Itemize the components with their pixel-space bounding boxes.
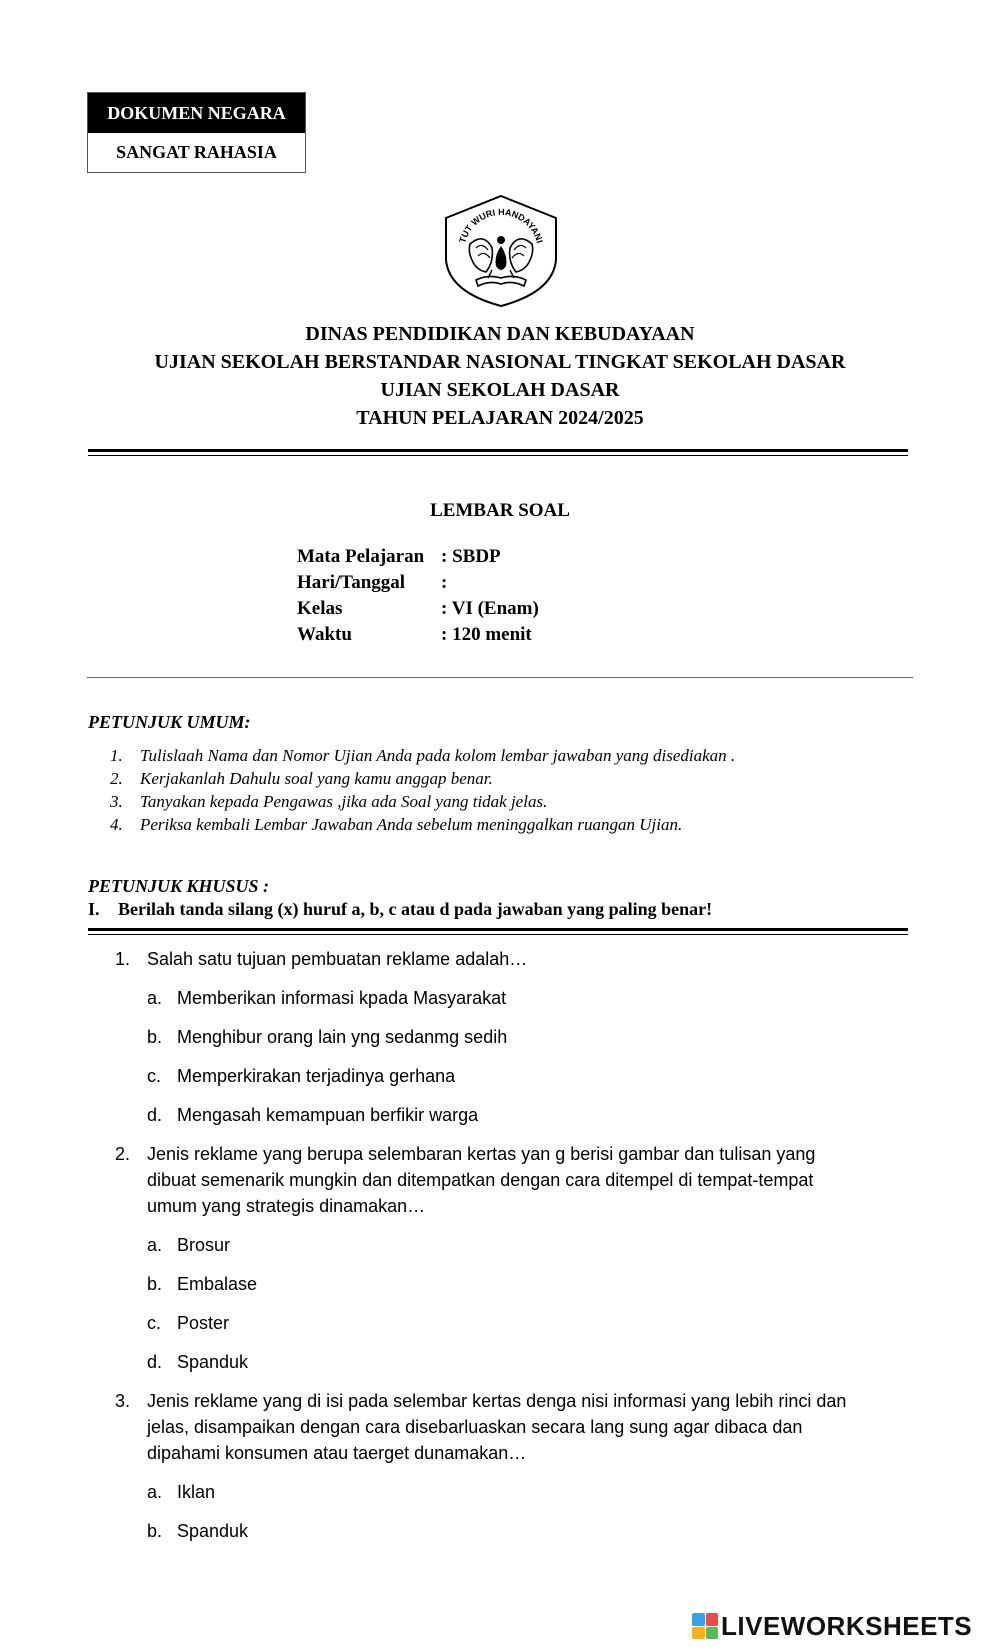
answer-option[interactable]: Embalase xyxy=(177,1274,258,1294)
general-instruction-text: Kerjakanlah Dahulu soal yang kamu anggap benar. xyxy=(140,769,493,788)
general-instruction-item xyxy=(110,815,682,835)
option-letter: d. xyxy=(147,1105,163,1125)
logo-square-green xyxy=(706,1627,719,1640)
logo-square-yellow xyxy=(692,1627,705,1640)
special-instruction xyxy=(88,899,712,920)
instruction-divider-thick xyxy=(88,928,908,931)
info-value-date: : xyxy=(441,572,448,593)
answer-option[interactable]: Iklan xyxy=(177,1482,216,1502)
header-exam-name: UJIAN SEKOLAH BERSTANDAR NASIONAL TINGKAT SEKOLAH DASAR xyxy=(154,351,846,373)
liveworksheets-watermark[interactable] xyxy=(692,1611,972,1641)
question-text-line: dibuat semenarik mungkin dan ditempatkan dengan cara ditempel di tempat-tempat xyxy=(147,1170,814,1190)
emblem-motto: TUT WURI HANDAYANI xyxy=(457,206,545,245)
question-text-line: dipahami konsumen atau taerget dunamakan… xyxy=(147,1443,527,1463)
general-instruction-text: Periksa kembali Lembar Jawaban Anda sebelum meninggalkan ruangan Ujian. xyxy=(140,815,683,834)
general-instruction-text: Tanyakan kepada Pengawas ,jika ada Soal yang tidak jelas. xyxy=(140,792,548,811)
answer-option[interactable]: Spanduk xyxy=(177,1352,249,1372)
general-instruction-item xyxy=(110,746,735,766)
general-instruction-number: 1. xyxy=(110,746,123,765)
question-text-line: Jenis reklame yang di isi pada selembar kertas denga nisi informasi yang lebih rinci dan xyxy=(147,1391,847,1411)
special-instructions-title: PETUNJUK KHUSUS : xyxy=(88,876,270,896)
answer-option[interactable]: Spanduk xyxy=(177,1521,249,1541)
general-instruction-number: 4. xyxy=(110,815,123,834)
info-label-time: Waktu xyxy=(297,624,352,645)
classification-bottom: SANGAT RAHASIA xyxy=(116,142,277,162)
header-divider-thick xyxy=(88,449,908,452)
answer-option[interactable]: Menghibur orang lain yng sedanmg sedih xyxy=(177,1027,508,1047)
tut-wuri-handayani-emblem-icon xyxy=(436,192,566,310)
header-divider-thin xyxy=(88,455,908,456)
info-value-class: : VI (Enam) xyxy=(441,598,539,619)
question-number: 1. xyxy=(115,949,131,969)
general-instruction-item xyxy=(110,769,493,789)
question-number: 2. xyxy=(115,1144,131,1164)
question-text-line: Jenis reklame yang berupa selembaran kertas yan g berisi gambar dan tulisan yang xyxy=(147,1144,816,1164)
option-letter: a. xyxy=(147,1235,163,1255)
header-agency: DINAS PENDIDIKAN DAN KEBUDAYAAN xyxy=(305,323,695,345)
answer-option[interactable]: Brosur xyxy=(177,1235,231,1255)
option-letter: d. xyxy=(147,1352,163,1372)
option-letter: b. xyxy=(147,1027,163,1047)
liveworksheets-logo-icon xyxy=(692,1613,718,1639)
instruction-divider-thin xyxy=(88,934,908,935)
info-label-date: Hari/Tanggal xyxy=(297,572,406,593)
special-instruction-number: I. xyxy=(88,899,100,919)
answer-option[interactable]: Poster xyxy=(177,1313,230,1333)
info-label-subject: Mata Pelajaran xyxy=(297,546,425,567)
general-instruction-number: 2. xyxy=(110,769,123,788)
classification-box xyxy=(87,92,306,173)
answer-option[interactable]: Memberikan informasi kpada Masyarakat xyxy=(177,988,507,1008)
info-value-subject: : SBDP xyxy=(441,546,501,567)
option-letter: a. xyxy=(147,1482,163,1502)
question-text-line: jelas, disampaikan dengan cara disebarluaskan secara lang sung agar dibaca dan xyxy=(147,1417,803,1437)
general-instruction-number: 3. xyxy=(110,792,123,811)
question-text: Salah satu tujuan pembuatan reklame adalah… xyxy=(147,949,528,969)
question-number: 3. xyxy=(115,1391,131,1411)
classification-top: DOKUMEN NEGARA xyxy=(88,93,305,133)
info-label-class: Kelas xyxy=(297,598,343,619)
info-value-time: : 120 menit xyxy=(441,624,532,645)
sheet-title: LEMBAR SOAL xyxy=(430,500,570,521)
logo-square-blue xyxy=(692,1613,705,1626)
info-divider xyxy=(87,677,913,678)
option-letter: b. xyxy=(147,1274,163,1294)
option-letter: c. xyxy=(147,1313,162,1333)
header-academic-year: TAHUN PELAJARAN 2024/2025 xyxy=(356,407,644,429)
option-letter: c. xyxy=(147,1066,162,1086)
question-text-line: umum yang strategis dinamakan… xyxy=(147,1196,426,1216)
logo-square-red xyxy=(706,1613,719,1626)
option-letter: a. xyxy=(147,988,163,1008)
general-instruction-item xyxy=(110,792,547,812)
answer-option[interactable]: Mengasah kemampuan berfikir warga xyxy=(177,1105,479,1125)
general-instruction-text: Tulislaah Nama dan Nomor Ujian Anda pada kolom lembar jawaban yang disediakan . xyxy=(140,746,736,765)
special-instruction-text: Berilah tanda silang (x) huruf a, b, c atau d pada jawaban yang paling benar! xyxy=(118,899,713,919)
general-instructions-title: PETUNJUK UMUM: xyxy=(88,712,251,732)
liveworksheets-wordmark: LIVEWORKSHEETS xyxy=(721,1610,973,1641)
option-letter: b. xyxy=(147,1521,163,1541)
header-exam-level: UJIAN SEKOLAH DASAR xyxy=(380,379,620,401)
answer-option[interactable]: Memperkirakan terjadinya gerhana xyxy=(177,1066,456,1086)
